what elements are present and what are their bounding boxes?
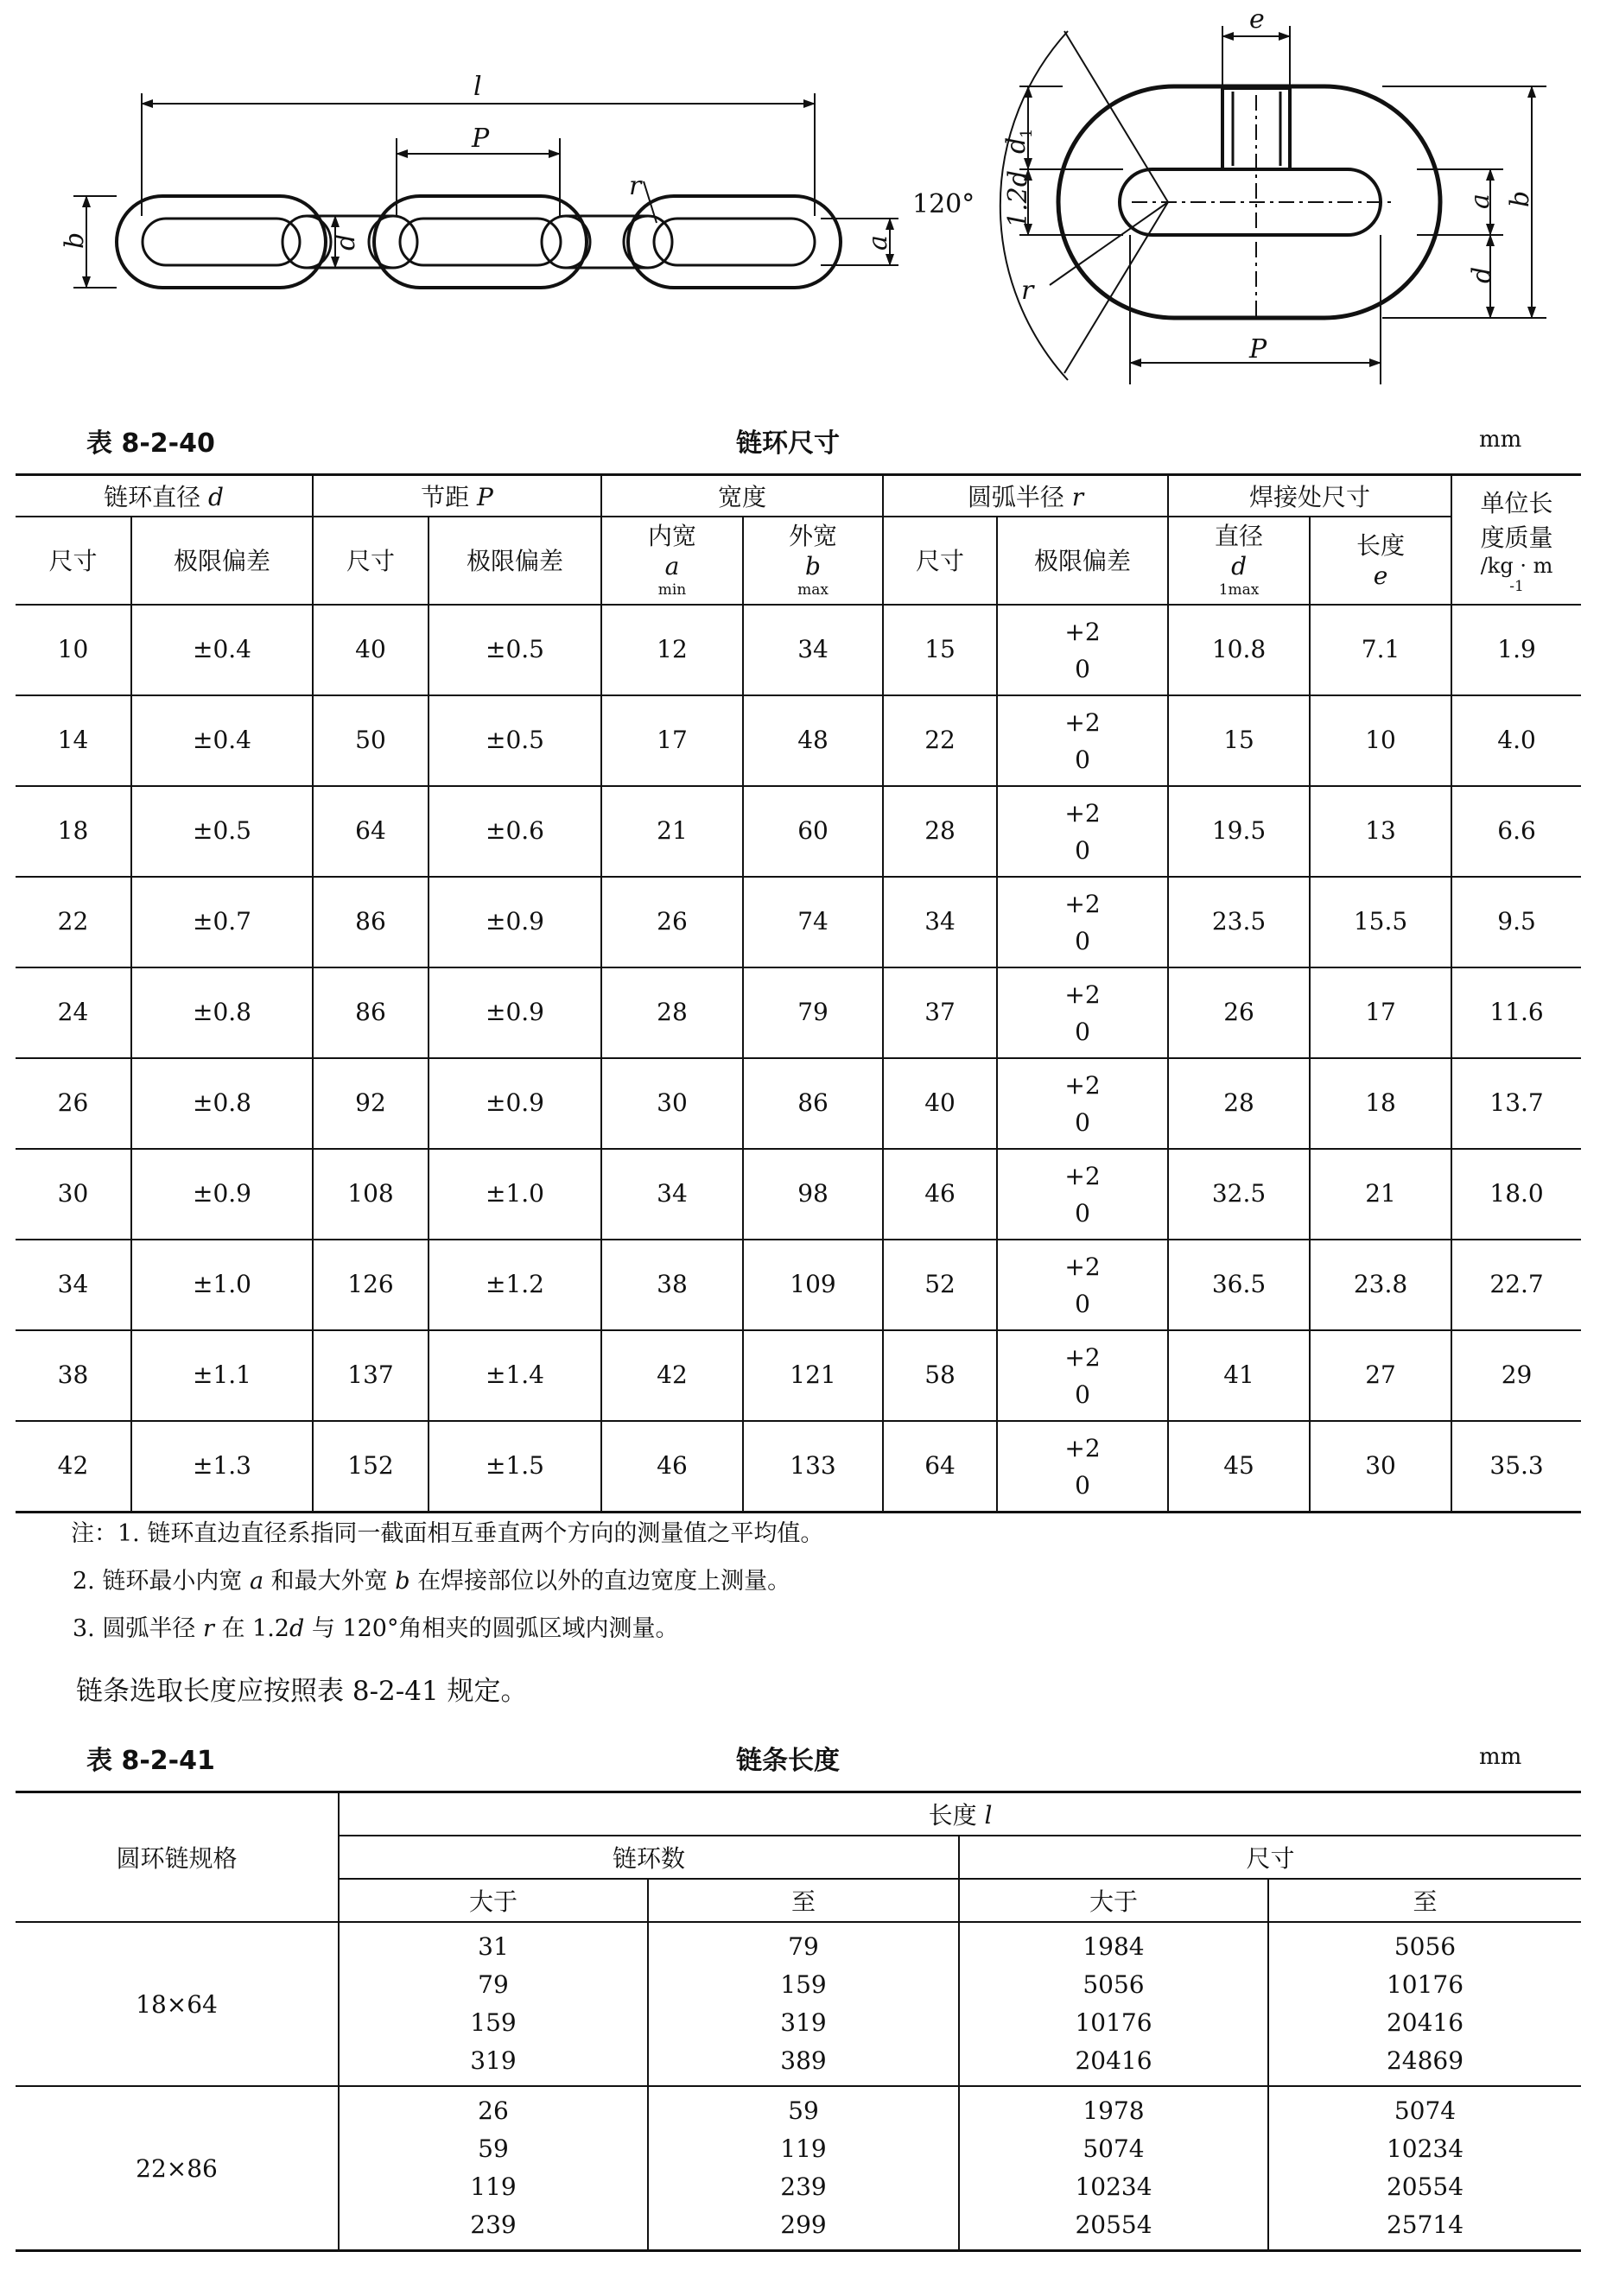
cell-r-size: 28 — [883, 786, 997, 877]
cell-mass: 18.0 — [1451, 1149, 1581, 1240]
table-row — [16, 1421, 1581, 1513]
cell-r-tol — [997, 877, 1168, 967]
cell-r-tol — [997, 1240, 1168, 1330]
cell-p-tol: ±1.0 — [429, 1149, 601, 1240]
cell-inner-width: 42 — [601, 1330, 743, 1421]
label-1-2d: 1.2d — [1003, 170, 1033, 228]
cell-weld-length: 15.5 — [1310, 877, 1451, 967]
cell-r-size: 46 — [883, 1149, 997, 1240]
chain-drawings — [0, 0, 1600, 406]
cell-d-size: 42 — [16, 1421, 131, 1513]
note-1: 注：1. 链环直边直径系指同一截面相互垂直两个方向的测量值之平均值。 — [71, 1520, 824, 1547]
cell-size-to: 5056 10176 20416 24869 — [1268, 1922, 1581, 2086]
cell-r-tol — [997, 1330, 1168, 1421]
cell-inner-width: 46 — [601, 1421, 743, 1513]
label-d1-sub: 1 — [1018, 128, 1036, 138]
cell-r-tol-upper: +2 — [1064, 1433, 1101, 1462]
cell-d-size: 24 — [16, 967, 131, 1058]
header-size: 尺寸 — [959, 1836, 1581, 1879]
table-row — [16, 1330, 1581, 1421]
label-d2: d — [1467, 266, 1497, 283]
chain-link-dimensions-table — [16, 473, 1581, 1513]
label-d1: d — [1001, 136, 1032, 154]
cell-weld-diameter: 10.8 — [1168, 605, 1310, 695]
cell-mass: 35.3 — [1451, 1421, 1581, 1513]
chain-side-view-labels — [60, 72, 893, 251]
cell-outer-width: 86 — [743, 1058, 883, 1149]
cell-mass: 4.0 — [1451, 695, 1581, 786]
header-p-tol: 极限偏差 — [429, 517, 601, 605]
table-row — [16, 1149, 1581, 1240]
cell-weld-diameter: 32.5 — [1168, 1149, 1310, 1240]
cell-p-tol: ±0.6 — [429, 786, 601, 877]
label-pitch2: P — [1249, 334, 1267, 365]
cell-p-tol: ±0.9 — [429, 877, 601, 967]
cell-weld-length: 27 — [1310, 1330, 1451, 1421]
cell-d-size: 30 — [16, 1149, 131, 1240]
table-row — [16, 605, 1581, 695]
cell-weld-diameter: 26 — [1168, 967, 1310, 1058]
cell-weld-diameter: 15 — [1168, 695, 1310, 786]
cell-r-tol-upper: +2 — [1064, 707, 1101, 737]
label-a: a — [863, 235, 893, 251]
cell-inner-width: 34 — [601, 1149, 743, 1240]
cell-weld-diameter: 19.5 — [1168, 786, 1310, 877]
cell-size-gt: 1978 5074 10234 20554 — [959, 2086, 1268, 2251]
cell-r-tol-upper: +2 — [1064, 1252, 1101, 1281]
cell-links-gt: 26 59 119 239 — [339, 2086, 648, 2251]
cell-r-tol-lower: 0 — [1075, 1380, 1090, 1409]
cell-mass: 22.7 — [1451, 1240, 1581, 1330]
header-radius: 圆弧半径 r — [883, 475, 1168, 517]
header-pitch: 节距 P — [313, 475, 601, 517]
label-a2: a — [1465, 193, 1495, 209]
header-weld-length: 长度 e — [1310, 517, 1451, 605]
cell-r-tol-upper: +2 — [1064, 889, 1101, 918]
cell-r-tol-upper: +2 — [1064, 1070, 1101, 1100]
table2-caption-number: 表 8-2-41 — [86, 1746, 215, 1776]
cell-r-size: 34 — [883, 877, 997, 967]
header-p-size: 尺寸 — [313, 517, 429, 605]
cell-links-to: 59 119 239 299 — [648, 2086, 959, 2251]
table1-caption-title: 链环尺寸 — [736, 428, 840, 459]
cell-r-size: 52 — [883, 1240, 997, 1330]
label-r: r — [629, 171, 642, 201]
header-inner-width: 内宽 a min — [601, 517, 743, 605]
header-weld: 焊接处尺寸 — [1168, 475, 1451, 517]
cell-spec: 22×86 — [16, 2086, 339, 2251]
cell-mass: 29 — [1451, 1330, 1581, 1421]
cell-inner-width: 30 — [601, 1058, 743, 1149]
cell-p-size: 137 — [313, 1330, 429, 1421]
cell-d-size: 22 — [16, 877, 131, 967]
header-d-size: 尺寸 — [16, 517, 131, 605]
cell-mass: 13.7 — [1451, 1058, 1581, 1149]
cell-outer-width: 60 — [743, 786, 883, 877]
label-l: l — [473, 72, 482, 102]
cell-r-tol — [997, 1149, 1168, 1240]
header-weld-diameter: 直径 d 1max — [1168, 517, 1310, 605]
cell-r-tol-lower: 0 — [1075, 1470, 1090, 1500]
cell-size-to: 5074 10234 20554 25714 — [1268, 2086, 1581, 2251]
cell-weld-diameter: 41 — [1168, 1330, 1310, 1421]
cell-weld-diameter: 36.5 — [1168, 1240, 1310, 1330]
cell-p-tol: ±0.5 — [429, 695, 601, 786]
table-row — [16, 786, 1581, 877]
cell-d-tol: ±0.8 — [131, 967, 313, 1058]
header-size-to: 至 — [1268, 1879, 1581, 1922]
cell-p-size: 86 — [313, 967, 429, 1058]
cell-inner-width: 26 — [601, 877, 743, 967]
cell-p-size: 40 — [313, 605, 429, 695]
header-d-tol: 极限偏差 — [131, 517, 313, 605]
cell-r-tol-lower: 0 — [1075, 1289, 1090, 1318]
cell-r-size: 22 — [883, 695, 997, 786]
cell-outer-width: 48 — [743, 695, 883, 786]
cell-d-tol: ±1.1 — [131, 1330, 313, 1421]
cell-mass: 1.9 — [1451, 605, 1581, 695]
cell-r-tol-lower: 0 — [1075, 1017, 1090, 1046]
table1-notes — [71, 1510, 823, 1652]
cell-weld-length: 10 — [1310, 695, 1451, 786]
cell-size-gt: 1984 5056 10176 20416 — [959, 1922, 1268, 2086]
table-row — [16, 877, 1581, 967]
table2-caption-title: 链条长度 — [736, 1746, 840, 1776]
cell-r-tol — [997, 786, 1168, 877]
cell-weld-length: 18 — [1310, 1058, 1451, 1149]
header-length: 长度 l — [339, 1792, 1581, 1836]
label-r2: r — [1021, 276, 1034, 306]
label-e: e — [1249, 4, 1265, 35]
cell-links-to: 79 159 319 389 — [648, 1922, 959, 2086]
header-links: 链环数 — [339, 1836, 959, 1879]
cell-weld-length: 13 — [1310, 786, 1451, 877]
header-r-size: 尺寸 — [883, 517, 997, 605]
cell-d-tol: ±0.4 — [131, 695, 313, 786]
cell-outer-width: 74 — [743, 877, 883, 967]
cell-mass: 11.6 — [1451, 967, 1581, 1058]
header-links-gt: 大于 — [339, 1879, 648, 1922]
cell-inner-width: 12 — [601, 605, 743, 695]
cell-r-tol-lower: 0 — [1075, 835, 1090, 865]
cell-p-tol: ±1.2 — [429, 1240, 601, 1330]
cell-r-tol — [997, 695, 1168, 786]
chain-length-table — [16, 1791, 1581, 2252]
cell-p-size: 92 — [313, 1058, 429, 1149]
cell-links-gt: 31 79 159 319 — [339, 1922, 648, 2086]
cell-p-size: 64 — [313, 786, 429, 877]
header-r-tol: 极限偏差 — [997, 517, 1168, 605]
cell-mass: 9.5 — [1451, 877, 1581, 967]
header-spec: 圆环链规格 — [16, 1792, 339, 1923]
cell-d-size: 10 — [16, 605, 131, 695]
cell-d-tol: ±0.9 — [131, 1149, 313, 1240]
table-row — [16, 1058, 1581, 1149]
header-links-to: 至 — [648, 1879, 959, 1922]
cell-outer-width: 34 — [743, 605, 883, 695]
table-row — [16, 695, 1581, 786]
header-size-gt: 大于 — [959, 1879, 1268, 1922]
cell-d-tol: ±0.4 — [131, 605, 313, 695]
table-row — [16, 1240, 1581, 1330]
chain-link-detail-labels — [912, 4, 1535, 365]
cell-r-tol-upper: +2 — [1064, 1342, 1101, 1372]
cell-p-size: 108 — [313, 1149, 429, 1240]
cell-p-size: 126 — [313, 1240, 429, 1330]
cell-p-size: 86 — [313, 877, 429, 967]
label-b2: b — [1505, 190, 1535, 207]
cell-r-tol-lower: 0 — [1075, 1107, 1090, 1137]
body-paragraph: 链条选取长度应按照表 8-2-41 规定。 — [76, 1676, 528, 1707]
cell-d-tol: ±0.7 — [131, 877, 313, 967]
cell-weld-length: 30 — [1310, 1421, 1451, 1513]
cell-r-tol-lower: 0 — [1075, 1198, 1090, 1227]
cell-inner-width: 21 — [601, 786, 743, 877]
cell-d-tol: ±0.5 — [131, 786, 313, 877]
cell-r-tol-lower: 0 — [1075, 745, 1090, 774]
cell-p-size: 50 — [313, 695, 429, 786]
chain-side-view — [73, 93, 898, 288]
cell-r-tol-upper: +2 — [1064, 617, 1101, 646]
cell-p-tol: ±1.4 — [429, 1330, 601, 1421]
cell-r-tol-upper: +2 — [1064, 1161, 1101, 1190]
cell-d-size: 38 — [16, 1330, 131, 1421]
cell-outer-width: 98 — [743, 1149, 883, 1240]
cell-p-tol: ±0.9 — [429, 967, 601, 1058]
cell-d-size: 34 — [16, 1240, 131, 1330]
cell-outer-width: 79 — [743, 967, 883, 1058]
table-row — [16, 2086, 1581, 2251]
label-angle: 120° — [912, 189, 975, 219]
cell-weld-diameter: 28 — [1168, 1058, 1310, 1149]
cell-p-tol: ±1.5 — [429, 1421, 601, 1513]
label-pitch: P — [472, 124, 490, 154]
cell-d-size: 14 — [16, 695, 131, 786]
header-width: 宽度 — [601, 475, 883, 517]
cell-r-tol — [997, 605, 1168, 695]
cell-p-size: 152 — [313, 1421, 429, 1513]
cell-r-size: 37 — [883, 967, 997, 1058]
table1-caption-number: 表 8-2-40 — [86, 428, 215, 459]
cell-inner-width: 28 — [601, 967, 743, 1058]
cell-d-tol: ±0.8 — [131, 1058, 313, 1149]
cell-outer-width: 133 — [743, 1421, 883, 1513]
cell-r-size: 64 — [883, 1421, 997, 1513]
cell-r-tol — [997, 1058, 1168, 1149]
cell-weld-length: 23.8 — [1310, 1240, 1451, 1330]
label-d: d — [331, 233, 361, 251]
table-row — [16, 967, 1581, 1058]
table-row — [16, 1922, 1581, 2086]
header-outer-width: 外宽 b max — [743, 517, 883, 605]
cell-weld-length: 21 — [1310, 1149, 1451, 1240]
cell-p-tol: ±0.9 — [429, 1058, 601, 1149]
note-3: 3. 圆弧半径 r 在 1.2d 与 120°角相夹的圆弧区域内测量。 — [73, 1615, 679, 1642]
cell-r-tol-lower: 0 — [1075, 926, 1090, 955]
cell-spec: 18×64 — [16, 1922, 339, 2086]
header-mass: 单位长 度质量 /kg · m -1 — [1451, 475, 1581, 606]
cell-weld-diameter: 23.5 — [1168, 877, 1310, 967]
cell-r-tol — [997, 1421, 1168, 1513]
header-diameter: 链环直径 d — [16, 475, 313, 517]
cell-mass: 6.6 — [1451, 786, 1581, 877]
label-b: b — [60, 232, 90, 249]
note-2: 2. 链环最小内宽 a 和最大外宽 b 在焊接部位以外的直边宽度上测量。 — [73, 1568, 791, 1595]
cell-r-tol-upper: +2 — [1064, 798, 1101, 828]
cell-weld-diameter: 45 — [1168, 1421, 1310, 1513]
cell-r-tol-upper: +2 — [1064, 980, 1101, 1009]
cell-d-tol: ±1.0 — [131, 1240, 313, 1330]
cell-weld-length: 17 — [1310, 967, 1451, 1058]
cell-inner-width: 17 — [601, 695, 743, 786]
cell-r-size: 15 — [883, 605, 997, 695]
cell-r-size: 40 — [883, 1058, 997, 1149]
cell-d-size: 18 — [16, 786, 131, 877]
cell-inner-width: 38 — [601, 1240, 743, 1330]
cell-p-tol: ±0.5 — [429, 605, 601, 695]
cell-d-tol: ±1.3 — [131, 1421, 313, 1513]
cell-r-tol-lower: 0 — [1075, 654, 1090, 683]
cell-weld-length: 7.1 — [1310, 605, 1451, 695]
cell-outer-width: 121 — [743, 1330, 883, 1421]
table2-unit: mm — [1479, 1744, 1522, 1770]
table1-unit: mm — [1479, 427, 1522, 453]
cell-outer-width: 109 — [743, 1240, 883, 1330]
cell-r-tol — [997, 967, 1168, 1058]
cell-d-size: 26 — [16, 1058, 131, 1149]
cell-r-size: 58 — [883, 1330, 997, 1421]
